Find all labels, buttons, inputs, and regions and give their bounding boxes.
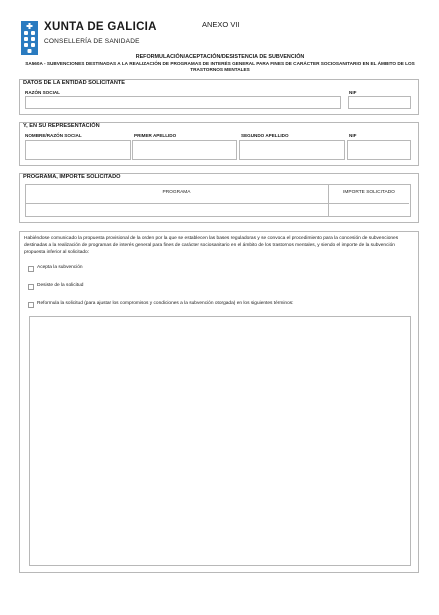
reformula-textarea[interactable] bbox=[29, 316, 411, 566]
declaracion-paragraph: Habiéndose comunicado la propuesta provisional de la orden por la que se establecen las bases reguladoras y se convoca el procedimiento para la concesión de subvenciones destinadas a la realización de programas de interés general para fines de carácter sociosanitario en el ámbito de los trastornos mentales, y siendo el importe de la subvención propuesta inferior al solicitado: bbox=[24, 236, 399, 255]
form-title: REFORMULACIÓN/ACEPTACIÓN/DESISTENCIA DE SUBVENCIÓN bbox=[135, 54, 305, 60]
segundo-apellido-label: SEGUNDO APELLIDO bbox=[241, 133, 289, 138]
razon-social-input[interactable] bbox=[25, 96, 341, 109]
desiste-label: Desiste de la solicitud bbox=[37, 283, 84, 288]
nif-label: NIF bbox=[349, 90, 357, 95]
nombre-label: NOMBRE/RAZÓN SOCIAL bbox=[25, 133, 82, 138]
acepta-label: Acepta la subvención bbox=[37, 265, 83, 270]
org-name: XUNTA DE GALICIA bbox=[44, 21, 157, 33]
programa-title: PROGRAMA, IMPORTE SOLICITADO bbox=[23, 174, 121, 180]
table-row-divider bbox=[25, 203, 409, 204]
table-col-divider bbox=[328, 184, 329, 216]
razon-social-label: RAZÓN SOCIAL bbox=[25, 90, 60, 95]
annex-label: ANEXO VII bbox=[202, 20, 240, 29]
col-programa-header: PROGRAMA bbox=[162, 190, 191, 195]
primer-apellido-input[interactable] bbox=[132, 140, 237, 160]
representacion-title: Y, EN SU REPRESENTACIÓN bbox=[23, 123, 100, 129]
nif-rep-label: NIF bbox=[349, 133, 357, 138]
acepta-checkbox[interactable] bbox=[28, 266, 34, 272]
primer-apellido-label: PRIMER APELLIDO bbox=[134, 133, 177, 138]
importe-input[interactable] bbox=[330, 205, 408, 215]
entidad-title: DATOS DE LA ENTIDAD SOLICITANTE bbox=[23, 80, 126, 86]
desiste-checkbox[interactable] bbox=[28, 284, 34, 290]
programa-input[interactable] bbox=[26, 205, 327, 215]
form-subtitle: SA560A - SUBVENCIONES DESTINADAS A LA REALIZACIÓN DE PROGRAMAS DE INTERÉS GENERAL PARA FINES DE CARÁCTER SOCIOSANITARIO EN EL ÁMBITO DE LOS TRASTORNOS MENTALES bbox=[25, 61, 415, 73]
nif-rep-input[interactable] bbox=[347, 140, 411, 160]
nombre-input[interactable] bbox=[25, 140, 131, 160]
org-department: CONSELLERÍA DE SANIDADE bbox=[44, 38, 140, 45]
reformula-checkbox[interactable] bbox=[28, 302, 34, 308]
segundo-apellido-input[interactable] bbox=[239, 140, 345, 160]
nif-input[interactable] bbox=[348, 96, 411, 109]
xunta-logo-icon bbox=[21, 21, 38, 55]
col-importe-header: IMPORTE SOLICITADO bbox=[343, 190, 395, 195]
reformula-label: Reformula la solicitud (para ajustar los compromisos y condiciones a la subvención otorgada) en los siguientes términos: bbox=[37, 301, 294, 306]
